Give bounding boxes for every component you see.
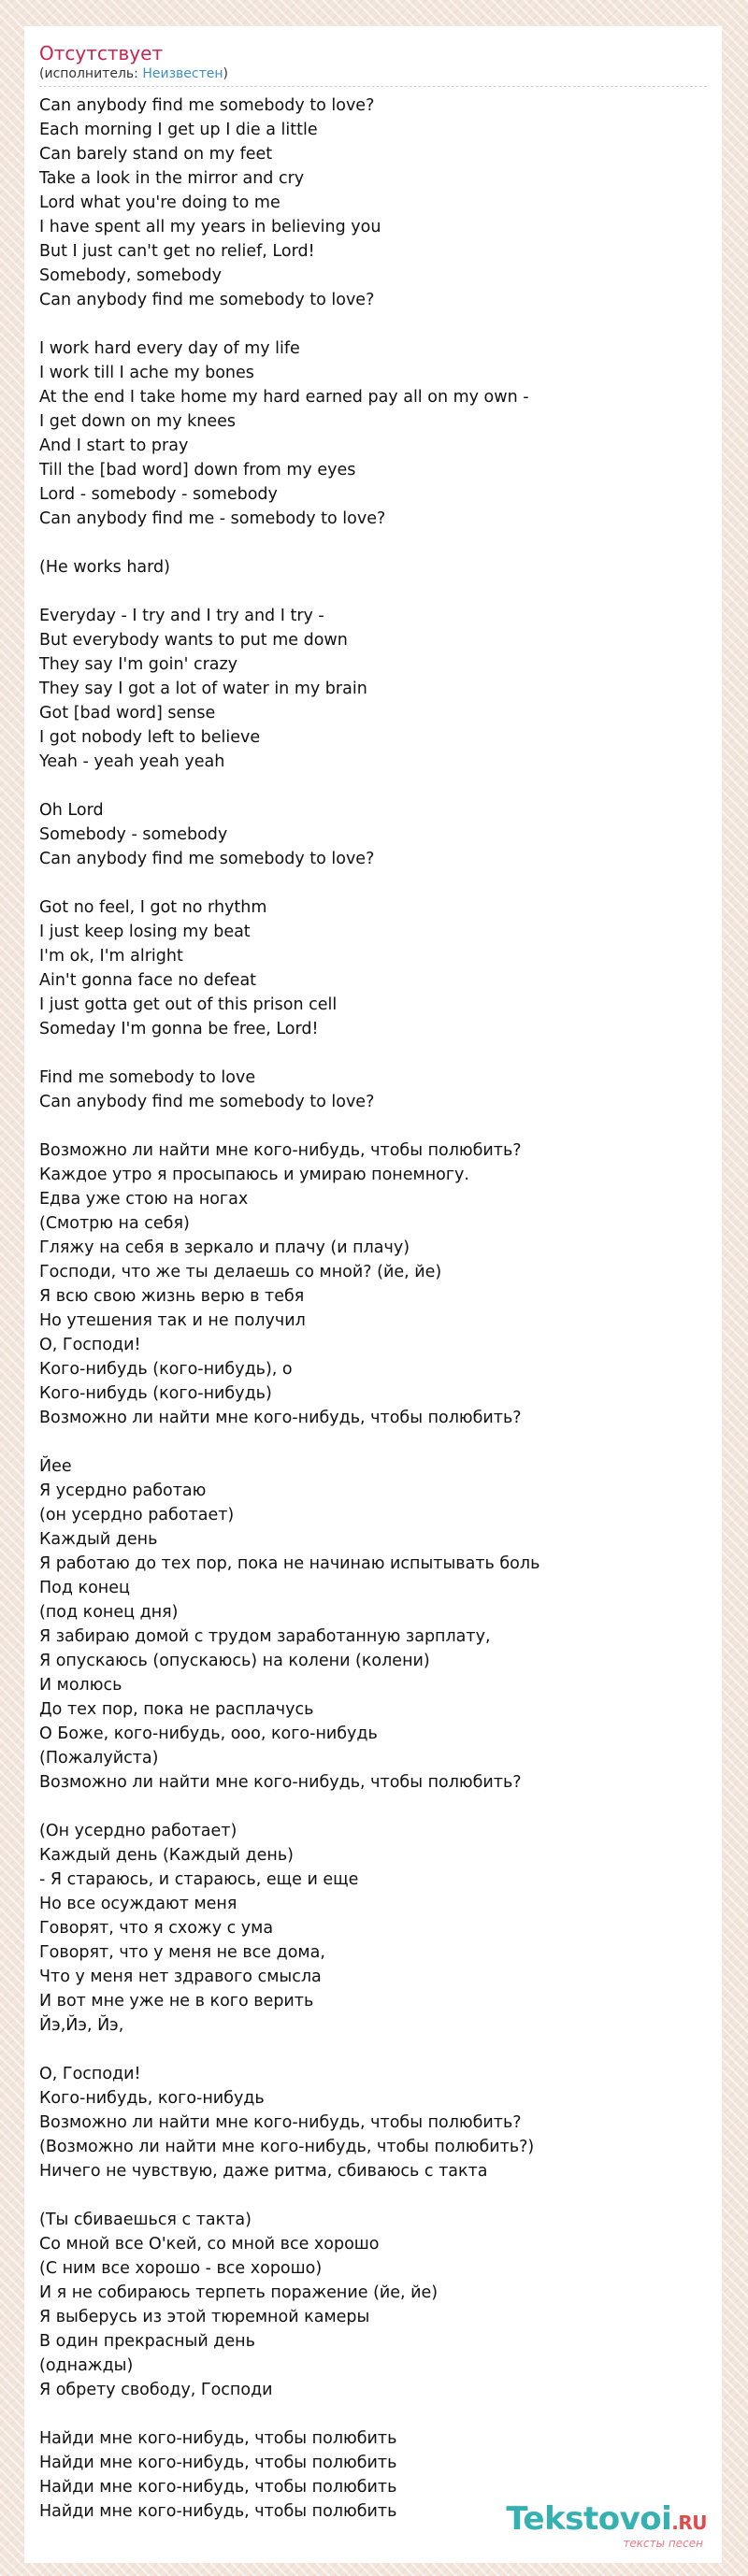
lyrics-card — [24, 26, 722, 2563]
lyrics-line: Can anybody find me somebody to love? — [39, 291, 375, 309]
lyrics-line: Найди мне кого-нибудь, чтобы полюбить — [39, 2429, 397, 2448]
lyrics-line: (однажды) — [39, 2356, 134, 2375]
lyrics-line: (С ним все хорошо - все хорошо) — [39, 2259, 323, 2278]
lyrics-line: Я обрету свободу, Господи — [39, 2381, 273, 2399]
lyrics-line: I'm ok, I'm alright — [39, 947, 183, 966]
lyrics-line: Я усердно работаю — [39, 1481, 207, 1500]
lyrics-line: Но все осуждают меня — [39, 1895, 237, 1913]
lyrics-line: At the end I take home my hard earned pay all on my own - — [39, 388, 529, 407]
lyrics-line: Someday I'm gonna be free, Lord! — [39, 1020, 319, 1038]
lyrics-body — [39, 93, 707, 2524]
lyrics-line: Each morning I get up I die a little — [39, 121, 318, 139]
lyrics-line: (He works hard) — [39, 558, 170, 577]
lyrics-line: (под конец дня) — [39, 1603, 179, 1622]
lyrics-line: (Возможно ли найти мне кого-нибудь, чтобы полюбить?) — [39, 2138, 535, 2156]
lyrics-line: They say I got a lot of water in my brain — [39, 680, 367, 698]
lyrics-line: Кого-нибудь (кого-нибудь), о — [39, 1360, 293, 1379]
lyrics-line: Найди мне кого-нибудь, чтобы полюбить — [39, 2478, 397, 2497]
lyrics-line: Got [bad word] sense — [39, 704, 216, 723]
lyrics-line: Возможно ли найти мне кого-нибудь, чтобы полюбить? — [39, 1141, 522, 1160]
lyrics-line: Йее — [39, 1457, 72, 1476]
lyrics-line: Каждый день (Каждый день) — [39, 1846, 294, 1865]
lyrics-line: Can anybody find me - somebody to love? — [39, 509, 386, 528]
lyrics-line: Oh Lord — [39, 801, 104, 820]
lyrics-line: (он усердно работает) — [39, 1506, 235, 1524]
lyrics-line: Till the [bad word] down from my eyes — [39, 461, 356, 479]
lyrics-blank-line — [39, 580, 707, 604]
lyrics-line: I just keep losing my beat — [39, 923, 251, 941]
performer-label: исполнитель: — [44, 66, 138, 81]
lyrics-line: (Смотрю на себя) — [39, 1214, 190, 1233]
lyrics-line: Возможно ли найти мне кого-нибудь, чтобы полюбить? — [39, 1409, 522, 1427]
lyrics-line: Take a look in the mirror and cry — [39, 169, 305, 188]
lyrics-line: В один прекрасный день — [39, 2332, 255, 2351]
lyrics-line: Lord what you're doing to me — [39, 193, 280, 212]
lyrics-line: И вот мне уже не в кого верить — [39, 1992, 314, 2011]
lyrics-line: They say I'm goin' crazy — [39, 655, 238, 674]
lyrics-line: О, Господи! — [39, 2065, 141, 2083]
lyrics-line: Somebody, somebody — [39, 266, 222, 285]
lyrics-line: И молюсь — [39, 1676, 122, 1695]
lyrics-line: Каждый день — [39, 1530, 158, 1549]
lyrics-line: Кого-нибудь, кого-нибудь — [39, 2089, 265, 2108]
lyrics-line: Somebody - somebody — [39, 825, 228, 844]
lyrics-line: I have spent all my years in believing you — [39, 218, 381, 236]
lyrics-line: Каждое утро я просыпаюсь и умираю понемногу. — [39, 1166, 469, 1184]
lyrics-line: I get down on my knees — [39, 412, 237, 431]
lyrics-line: Can anybody find me somebody to love? — [39, 96, 375, 115]
lyrics-blank-line — [39, 2183, 707, 2208]
lyrics-line: О, Господи! — [39, 1336, 141, 1354]
lyrics-line: Найди мне кого-нибудь, чтобы полюбить — [39, 2502, 397, 2521]
lyrics-line: Find me somebody to love — [39, 1068, 256, 1087]
lyrics-line: Я выберусь из этой тюремной камеры — [39, 2308, 370, 2326]
lyrics-line: Got no feel, I got no rhythm — [39, 898, 267, 917]
lyrics-line: Возможно ли найти мне кого-нибудь, чтобы полюбить? — [39, 1773, 522, 1792]
lyrics-line: I work till I ache my bones — [39, 364, 254, 382]
lyrics-line: Everyday - I try and I try and I try - — [39, 607, 324, 625]
lyrics-line: Господи, что же ты делаешь со мной? (йе, йе) — [39, 1263, 442, 1281]
lyrics-line: But everybody wants to put me down — [39, 631, 348, 650]
lyrics-blank-line — [39, 1041, 707, 1066]
lyrics-line: I got nobody left to believe — [39, 728, 261, 747]
lyrics-line: Под конец — [39, 1579, 130, 1597]
lyrics-blank-line — [39, 871, 707, 895]
lyrics-line: (Ты сбиваешься с такта) — [39, 2211, 252, 2229]
lyrics-line: Едва уже стою на ногах — [39, 1190, 249, 1209]
lyrics-line: О Боже, кого-нибудь, ооо, кого-нибудь — [39, 1724, 378, 1743]
lyrics-blank-line — [39, 1795, 707, 1819]
song-title: Отсутствует — [39, 42, 164, 64]
lyrics-line: Я всю свою жизнь верю в тебя — [39, 1287, 305, 1306]
lyrics-blank-line — [39, 774, 707, 798]
lyrics-line: I work hard every day of my life — [39, 339, 300, 358]
lyrics-line: Что у меня нет здравого смысла — [39, 1968, 322, 1986]
lyrics-line: - Я стараюсь, и стараюсь, еще и еще — [39, 1870, 359, 1889]
lyrics-line: Я опускаюсь (опускаюсь) на колени (колени) — [39, 1652, 430, 1670]
lyrics-line: Говорят, что у меня не все дома, — [39, 1943, 325, 1962]
lyrics-line: И я не собираюсь терпеть поражение (йе, йе) — [39, 2283, 439, 2302]
lyrics-line: Кого-нибудь (кого-нибудь) — [39, 1384, 272, 1403]
lyrics-line: Yeah - yeah yeah yeah — [39, 752, 225, 771]
lyrics-line: Я забираю домой с трудом заработанную зарплату, — [39, 1627, 491, 1646]
lyrics-line: Ничего не чувствую, даже ритма, сбиваюсь с такта — [39, 2162, 488, 2181]
lyrics-line: Can anybody find me somebody to love? — [39, 850, 375, 868]
lyrics-line: Can barely stand on my feet — [39, 145, 273, 164]
lyrics-line: Can anybody find me somebody to love? — [39, 1093, 375, 1111]
lyrics-line: I just gotta get out of this prison cell — [39, 995, 338, 1014]
lyrics-line: Гляжу на себя в зеркало и плачу (и плачу) — [39, 1238, 410, 1257]
logo-tld: .RU — [671, 2512, 707, 2534]
performer-link[interactable]: Неизвестен — [142, 66, 223, 81]
site-logo[interactable] — [506, 2500, 707, 2550]
lyrics-line: But I just can't get no relief, Lord! — [39, 242, 315, 261]
lyrics-line: Говорят, что я схожу с ума — [39, 1919, 274, 1938]
lyrics-line: Возможно ли найти мне кого-нибудь, чтобы полюбить? — [39, 2113, 522, 2132]
lyrics-line: (Пожалуйста) — [39, 1749, 159, 1767]
logo-name: Tekstovoi — [506, 2500, 672, 2538]
lyrics-line: (Он усердно работает) — [39, 1822, 237, 1840]
lyrics-line: Йэ,Йэ, Йэ, — [39, 2016, 124, 2035]
lyrics-line: Найди мне кого-нибудь, чтобы полюбить — [39, 2454, 397, 2472]
lyrics-blank-line — [39, 1430, 707, 1454]
lyrics-line: And I start to pray — [39, 436, 189, 455]
lyrics-blank-line — [39, 312, 707, 336]
lyrics-line: Lord - somebody - somebody — [39, 485, 278, 504]
lyrics-blank-line — [39, 2038, 707, 2062]
lyrics-line: До тех пор, пока не расплачусь — [39, 1700, 314, 1719]
logo-tagline: тексты песен — [623, 2537, 703, 2550]
performer-line: (исполнитель: Неизвестен) — [39, 65, 707, 87]
lyrics-blank-line — [39, 531, 707, 555]
lyrics-line: Ain't gonna face no defeat — [39, 971, 257, 990]
lyrics-blank-line — [39, 1114, 707, 1138]
lyrics-line: Но утешения так и не получил — [39, 1311, 306, 1330]
lyrics-blank-line — [39, 2402, 707, 2426]
lyrics-line: Я работаю до тех пор, пока не начинаю испытывать боль — [39, 1554, 540, 1573]
lyrics-line: Со мной все О'кей, со мной все хорошо — [39, 2235, 380, 2254]
